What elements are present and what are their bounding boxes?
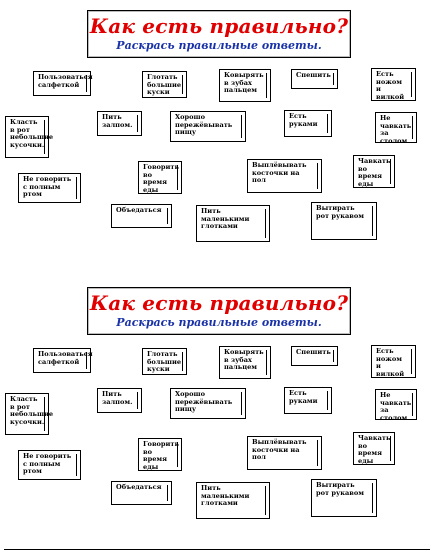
- card-pick-teeth[interactable]: Ковырять в зубах пальцем: [219, 346, 271, 379]
- card-spit-bones[interactable]: Выплёвывать косточки на пол: [247, 159, 322, 193]
- card-chew-well[interactable]: Хорошо пережёвывать пищу: [170, 111, 246, 142]
- card-overeat[interactable]: Объедаться: [111, 481, 172, 505]
- card-wipe-with-sleeve[interactable]: Вытирать рот рукавом: [311, 479, 377, 517]
- card-small-pieces[interactable]: Класть в рот небольшие кусочки.: [5, 393, 49, 435]
- page-bottom-rule: [4, 549, 430, 550]
- card-drink-gulp[interactable]: Пить залпом.: [97, 388, 142, 413]
- card-wipe-with-sleeve[interactable]: Вытирать рот рукавом: [311, 202, 377, 240]
- card-swallow-big-pieces[interactable]: Глотать большие куски: [142, 348, 187, 375]
- card-knife-and-fork[interactable]: Есть ножом и вилкой: [371, 345, 416, 378]
- instruction-text: Раскрась правильные ответы.: [116, 39, 322, 52]
- card-eat-with-hands[interactable]: Есть руками: [284, 387, 332, 414]
- card-talk-while-eating[interactable]: Говорить во время еды: [138, 161, 182, 194]
- card-knife-and-fork[interactable]: Есть ножом и вилкой: [371, 68, 416, 101]
- card-no-talking-mouth-full[interactable]: Не говорить с полным ртом: [18, 450, 81, 480]
- title-banner: [87, 287, 351, 335]
- card-small-sips[interactable]: Пить маленькими глотками: [196, 482, 270, 519]
- card-hurry[interactable]: Спешить: [291, 69, 338, 89]
- card-talk-while-eating[interactable]: Говорить во время еды: [138, 438, 182, 471]
- card-no-smacking[interactable]: Не чавкать за столом: [375, 389, 417, 420]
- card-use-napkin[interactable]: Пользоваться салфеткой: [33, 71, 91, 96]
- card-smack-while-eating[interactable]: Чавкать во время еды: [353, 432, 395, 465]
- card-drink-gulp[interactable]: Пить залпом.: [97, 111, 142, 136]
- page-title: Как есть правильно?: [89, 14, 349, 38]
- card-overeat[interactable]: Объедаться: [111, 204, 172, 228]
- card-hurry[interactable]: Спешить: [291, 346, 338, 366]
- card-smack-while-eating[interactable]: Чавкать во время еды: [353, 155, 395, 188]
- card-eat-with-hands[interactable]: Есть руками: [284, 110, 332, 137]
- card-no-smacking[interactable]: Не чавкать за столом: [375, 112, 417, 143]
- card-pick-teeth[interactable]: Ковырять в зубах пальцем: [219, 69, 271, 102]
- page-title: Как есть правильно?: [89, 291, 349, 315]
- instruction-text: Раскрась правильные ответы.: [116, 316, 322, 329]
- card-small-pieces[interactable]: Класть в рот небольшие кусочки.: [5, 116, 49, 158]
- worksheet-bottom: [0, 277, 434, 554]
- card-chew-well[interactable]: Хорошо пережёвывать пищу: [170, 388, 246, 419]
- card-spit-bones[interactable]: Выплёвывать косточки на пол: [247, 436, 322, 470]
- card-small-sips[interactable]: Пить маленькими глотками: [196, 205, 270, 242]
- card-no-talking-mouth-full[interactable]: Не говорить с полным ртом: [18, 173, 81, 203]
- card-use-napkin[interactable]: Пользоваться салфеткой: [33, 348, 91, 373]
- card-swallow-big-pieces[interactable]: Глотать большие куски: [142, 71, 187, 98]
- title-banner: [87, 10, 351, 58]
